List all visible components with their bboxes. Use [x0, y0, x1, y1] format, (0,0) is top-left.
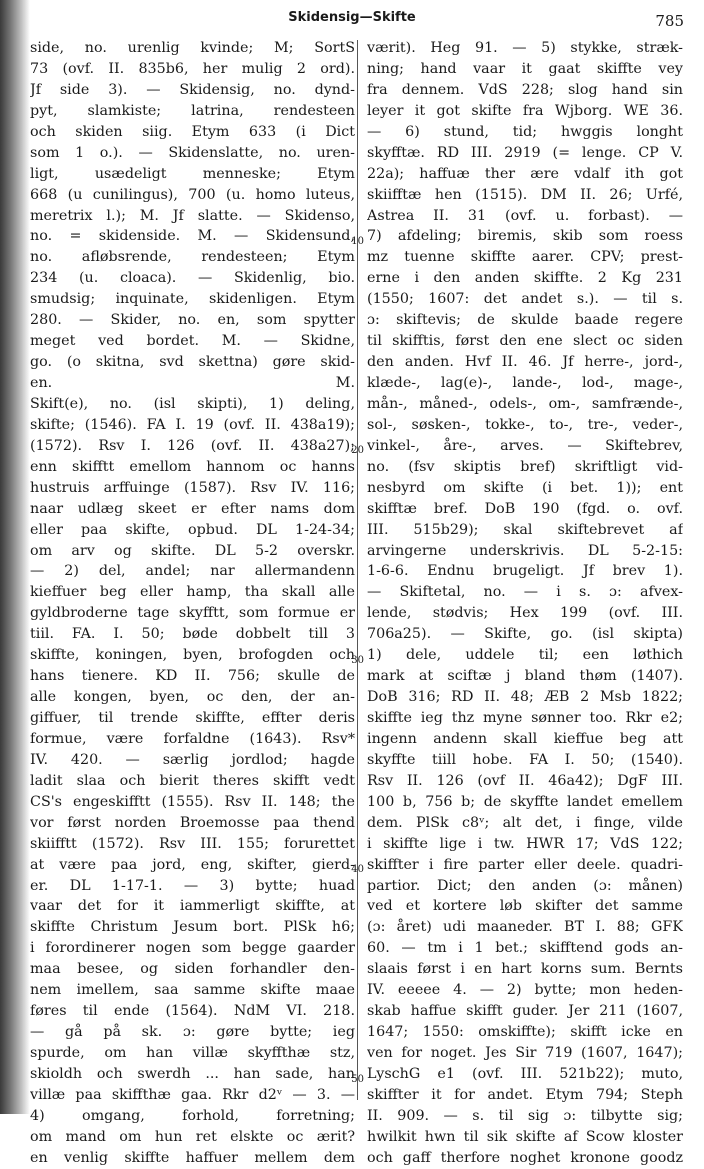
- text-line: go. (o skitna, svd skettna) gøre skid-: [30, 354, 355, 371]
- line-number: 20: [351, 445, 364, 457]
- text-line: ladit slaa och bierit theres skifft vedt: [30, 772, 355, 789]
- text-line: skiifftæ hen (1515). DM II. 26; Urfé,: [367, 186, 683, 203]
- text-line: skiffter i fire parter eller deele. quadri-: [367, 856, 683, 873]
- text-line: IV. 420. — særlig jordlod; hagde: [30, 751, 355, 768]
- text-line: skab haffue skifft guder. Jer 211 (1607,: [367, 1003, 683, 1020]
- text-line: side, no. urenlig kvinde; M; SortS: [30, 40, 355, 56]
- text-line: hustruis arffuinge (1587). Rsv IV. 116;: [30, 479, 355, 496]
- text-line: ingenn andenn skall kieffue beg att: [367, 730, 683, 747]
- text-line: 100 b, 756 b; de skyffte landet emellem: [367, 793, 683, 810]
- line-number: 10: [351, 235, 364, 247]
- text-line: Rsv II. 126 (ovf II. 46a42); DgF III.: [367, 772, 683, 789]
- text-line: (1550; 1607: det andet s.). — til s.: [367, 291, 683, 308]
- text-line: spurde, om han villæ skyffthæ stz,: [30, 1045, 355, 1061]
- text-line: 1-6-6. Endnu brugeligt. Jf brev 1).: [367, 563, 683, 580]
- text-line: no. afløbsrende, rendesteen; Etym: [30, 249, 355, 266]
- text-line: en venlig skiffte haffuer mellem dem: [30, 1149, 355, 1166]
- text-line: 7) afdeling; biremis, skib som roess: [367, 228, 683, 245]
- text-line: LyschG e1 (ovf. III. 521b22); muto,: [367, 1065, 683, 1082]
- line-number: 30: [351, 654, 364, 666]
- text-line: alle kongen, byen, oc den, der an-: [30, 689, 355, 706]
- text-line: tiil. FA. I. 50; bøde dobbelt till 3: [30, 626, 355, 643]
- text-line: pyt, slamkiste; latrina, rendesteen: [30, 102, 355, 119]
- text-line: gyldbroderne tage skyfftt, som formue er: [30, 605, 355, 622]
- text-line: partior. Dict; den anden (ɔ: månen): [367, 877, 683, 894]
- page-header: [0, 8, 704, 30]
- text-line: som 1 o.). — Skidenslatte, no. uren-: [30, 144, 355, 161]
- text-line: vaar det for it iammerligt skiffte, at: [30, 898, 355, 915]
- text-line: hwilkit hwn til sik skifte af Scow kloster: [367, 1128, 683, 1145]
- text-line: er. DL 1-17-1. — 3) bytte; huad: [30, 877, 355, 894]
- text-line: nesbyrd om skifte (i bet. 1)); ent: [367, 479, 683, 496]
- column-divider: [357, 40, 358, 1100]
- text-line: meget ved bordet. M. — Skidne,: [30, 333, 355, 350]
- text-line: skiffte Christum Jesum bort. PlSk h6;: [30, 919, 355, 936]
- text-line: CS's engeskifftt (1555). Rsv II. 148; the: [30, 793, 355, 810]
- text-line: hans tienere. KD II. 756; skulle de: [30, 668, 355, 685]
- text-line: føres til ende (1564). NdM VI. 218.: [30, 1003, 355, 1020]
- text-line: II. 909. — s. til sig ɔ: tilbytte sig;: [367, 1107, 683, 1124]
- text-line: dem. PlSk c8ᵛ; alt det, i finge, vilde: [367, 814, 683, 831]
- text-line: (1572). Rsv I. 126 (ovf. II. 438a27);: [30, 437, 355, 454]
- text-line: Jf side 3). — Skidensig, no. dynd-: [30, 81, 355, 98]
- text-line: 22a); haffuæ ther ære vdalf ith got: [367, 165, 683, 182]
- page-number: 785: [655, 12, 684, 30]
- text-line: erne i den anden skiffte. 2 Kg 231: [367, 270, 683, 287]
- text-line: ved et kortere løb skifter det samme: [367, 898, 683, 915]
- text-line: om arv og skifte. DL 5-2 overskr.: [30, 542, 355, 559]
- text-line: lende, stødvis; Hex 199 (ovf. III.: [367, 605, 683, 622]
- text-line: DoB 316; RD II. 48; ÆB 2 Msb 1822;: [367, 689, 683, 706]
- text-line: klæde-, lag(e)-, lande-, lod-, mage-,: [367, 375, 683, 391]
- text-line: ɔ: skiftevis; de skulde baade regere: [367, 312, 683, 329]
- text-line: skifftæ bref. DoB 190 (fgd. o. ovf.: [367, 500, 683, 517]
- text-line: — 6) stund, tid; hwggis longht: [367, 123, 683, 140]
- text-line: vor først norden Broemosse paa thend: [30, 814, 355, 831]
- text-line: til skifftis, først den ene slect oc siden: [367, 333, 683, 350]
- left-column: [30, 38, 355, 1169]
- text-line: vinkel-, åre-, arves. — Skiftebrev,: [367, 437, 683, 454]
- text-line: 1) dele, uddele til; een løthich: [367, 647, 683, 664]
- text-line: formue, være forfaldne (1643). Rsv*: [30, 730, 355, 747]
- text-line: om mand om hun ret elskte oc ærit?: [30, 1128, 355, 1145]
- line-number: 50: [351, 1073, 364, 1085]
- right-column: [351, 38, 683, 1169]
- text-line: III. 515b29); skal skiftebrevet af: [367, 521, 683, 538]
- text-line: leyer it got skifte fra Wjborg. WE 36.: [367, 102, 683, 119]
- text-line: naar udlæg skeet er efter nams dom: [30, 500, 355, 517]
- text-line: och skiden siig. Etym 633 (i Dict: [30, 123, 355, 140]
- text-line: skioldh och swerdh ... han sade, han: [30, 1065, 355, 1082]
- text-line: arvingerne underskrivis. DL 5-2-15:: [367, 542, 683, 559]
- text-line: mz tuenne skiffte aarer. CPV; prest-: [367, 249, 683, 266]
- text-line: 73 (ovf. II. 835b6, her mulig 2 ord).: [30, 60, 355, 77]
- text-line: mark at sciftæ j bland thøm (1407).: [367, 668, 683, 685]
- text-line: ligt, usædeligt menneske; Etym: [30, 165, 355, 182]
- text-line: skiifftt (1572). Rsv III. 155; forurettet: [30, 835, 355, 852]
- text-line: Skift(e), no. (isl skipti), 1) deling,: [30, 395, 355, 412]
- text-line: mån-, måned-, odels-, om-, samfrænde-,: [367, 395, 683, 412]
- running-head: Skidensig—Skifte: [288, 10, 416, 25]
- text-line: meretrix l.); M. Jf slatte. — Skidenso,: [30, 207, 355, 224]
- text-line: skyfftæ. RD III. 2919 (= lenge. CP V.: [367, 144, 683, 161]
- text-line: Astrea II. 31 (ovf. u. forbast). —: [367, 207, 683, 224]
- text-line: 60. — tm i 1 bet.; skifftend gods an-: [367, 940, 683, 957]
- text-line: — 2) del, andel; nar allermandenn: [30, 563, 355, 580]
- text-line: den anden. Hvf II. 46. Jf herre-, jord-,: [367, 354, 683, 371]
- text-line: — Skiftetal, no. — i s. ɔ: afvex-: [367, 584, 683, 601]
- text-line: ning; hand vaar it gaat skiffte vey: [367, 60, 683, 77]
- text-line: 1647; 1550: omskiffte); skifft icke en: [367, 1024, 683, 1041]
- text-line: 4) omgang, forhold, forretning;: [30, 1107, 355, 1124]
- text-line: maa besee, og siden forhandler den-: [30, 961, 355, 978]
- text-line: kieffuer beg eller hamp, tha skall alle: [30, 584, 355, 601]
- text-line: ven for noget. Jes Sir 719 (1607, 1647);: [367, 1045, 683, 1061]
- text-line: 668 (u cunilingus), 700 (u. homo luteus,: [30, 186, 355, 203]
- text-line: 234 (u. cloaca). — Skidenlig, bio.: [30, 270, 355, 287]
- text-line: — gå på sk. ɔ: gøre bytte; ieg: [30, 1024, 355, 1041]
- text-line: slaais først i en hart korns sum. Bernts: [367, 961, 683, 978]
- text-line: giffuer, til trende skiffte, effter deris: [30, 710, 355, 726]
- text-line: (ɔ: året) udi maaneder. BT I. 88; GFK: [367, 919, 683, 936]
- text-line: IV. eeeee 4. — 2) bytte; mon heden-: [367, 982, 683, 999]
- text-line: i forordinerer nogen som begge gaarder: [30, 940, 355, 957]
- text-line: villæ paa skiffthæ gaa. Rkr d2ᵛ — 3. —: [30, 1086, 355, 1103]
- text-line: enn skifftt emellom hannom oc hanns: [30, 458, 355, 475]
- text-line: værit). Heg 91. — 5) stykke, stræk-: [367, 40, 683, 56]
- line-number: 40: [351, 864, 364, 876]
- text-line: no. = skidenside. M. — Skidensund,: [30, 228, 355, 245]
- text-line: fra dennem. VdS 228; slog hand sin: [367, 81, 683, 98]
- text-line: och gaff therfore noghet kronone goodz: [367, 1149, 683, 1166]
- text-line: skifte; (1546). FA I. 19 (ovf. II. 438a19);: [30, 416, 355, 433]
- text-line: no. (fsv skiptis bref) skriftligt vid-: [367, 458, 683, 475]
- text-line: en. M.: [30, 375, 355, 391]
- text-line: nem imellem, saa samme skifte maae: [30, 982, 355, 999]
- text-line: 280. — Skider, no. en, som spytter: [30, 312, 355, 329]
- text-line: skyffte tiill hobe. FA I. 50; (1540).: [367, 751, 683, 768]
- text-line: eller paa skifte, opbud. DL 1-24-34;: [30, 521, 355, 538]
- text-line: skiffter it for andet. Etym 794; Steph: [367, 1086, 683, 1103]
- text-line: skiffte, koningen, byen, brofogden och: [30, 647, 355, 664]
- text-line: smudsig; inquinate, skidenligen. Etym: [30, 291, 355, 308]
- text-line: at være paa jord, eng, skifter, gierd-: [30, 856, 355, 873]
- text-line: 706a25). — Skifte, go. (isl skipta): [367, 626, 683, 643]
- text-line: i skiffte lige i tw. HWR 17; VdS 122;: [367, 835, 683, 852]
- text-line: sol-, søsken-, tokke-, to-, tre-, veder-,: [367, 416, 683, 433]
- text-line: skiffte ieg thz myne sønner too. Rkr e2;: [367, 710, 683, 726]
- page-gutter-shadow: [0, 0, 30, 1114]
